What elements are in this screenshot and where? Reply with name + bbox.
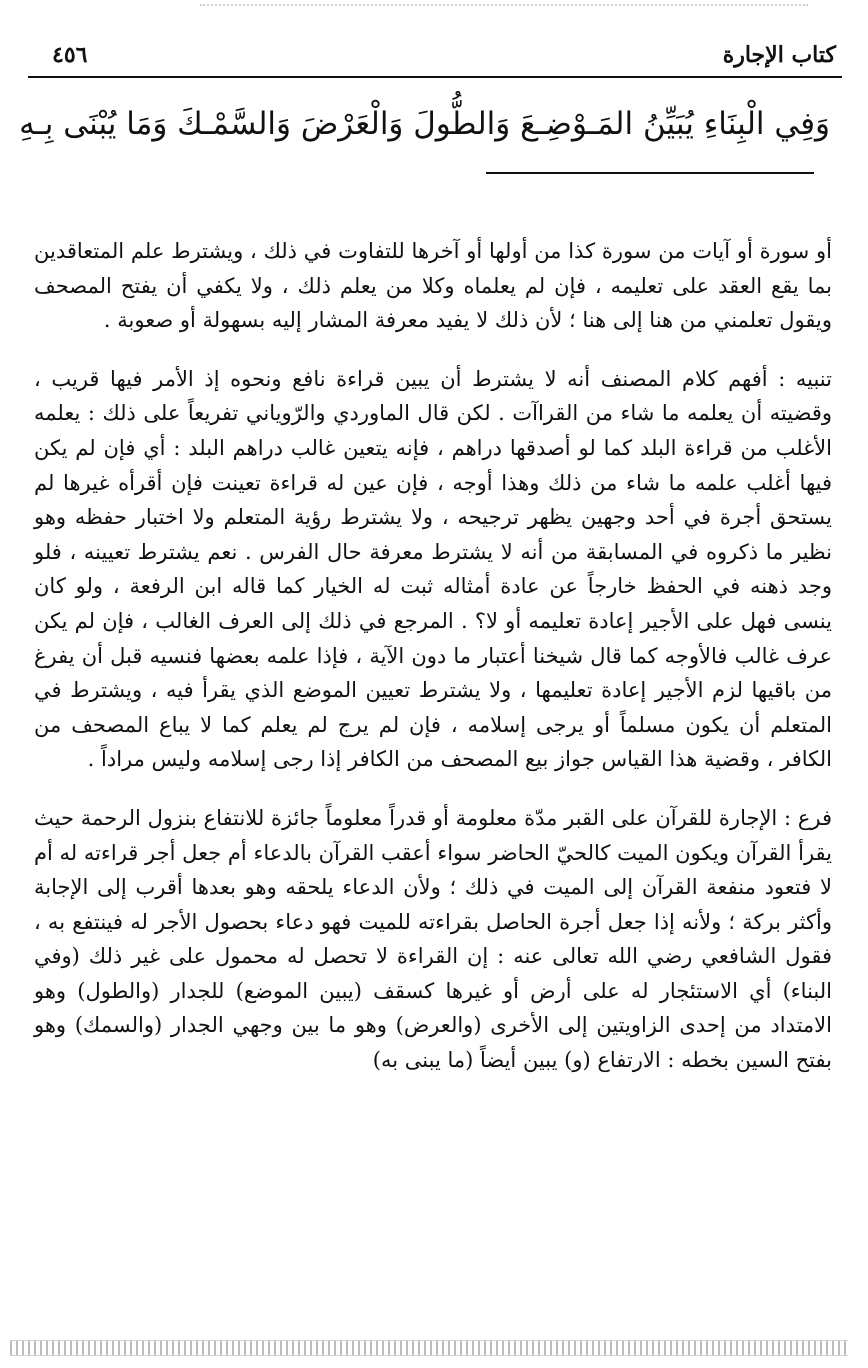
top-edge-decoration — [200, 4, 808, 14]
matn-divider — [486, 172, 814, 174]
bottom-edge-decoration — [10, 1340, 848, 1356]
page-number: ٤٥٦ — [52, 42, 88, 68]
matn-text: وَفِي الْبِنَاءِ يُبَيِّنُ المَـوْضِـعَ وَالطُّولَ وَالْعَرْضَ وَالسَّمْـكَ وَمَا يُبْنَى بِـهِ — [19, 106, 830, 142]
header-divider — [28, 76, 842, 78]
book-title: كتاب الإجارة — [722, 42, 836, 68]
paragraph: تنبيه : أفهم كلام المصنف أنه لا يشترط أن يبين قراءة نافع ونحوه إذ الأمر فيها قريب ، وقضيته أن يعلمه ما شاء من القراآت . لكن قال الماوردي والرّوياني تفريعاً على ذلك : يعلمه الأغلب من قراءة البلد كما لو أصدقها دراهم ، فإنه يتعين غالب دراهم البلد : أي فإن لم يكن فيها أغلب علمه ما شاء من ذلك وهذا أوجه ، فإن عين له قراءة تعينت فإن أقرأه غيرها لم يستحق أجرة في أحد وجهين يظهر ترجيحه ، ولا يشترط رؤية المتعلم ولا اختبار حفظه وهو نظير ما ذكروه في المسابقة من أنه لا يشترط معرفة حال الفرس . نعم يشترط تعيينه ، فلو وجد ذهنه في الحفظ خارجاً عن عادة أمثاله ثبت له الخيار كما قاله ابن الرفعة ، ولو كان ينسى فهل على الأجير إعادة تعليمه أو لا؟ . المرجع في ذلك إلى العرف الغالب ، فإن لم يكن عرف غالب فالأوجه كما قال شيخنا أعتبار ما دون الآية ، فإذا علمه بعضها فنسيه قبل أن يفرغ من باقيها لزم الأجير إعادة تعليمها ، ولا يشترط تعيين الموضع الذي يقرأ فيه ، ويشترط في المتعلم أن يكون مسلماً أو يرجى إسلامه ، فإن لم يرج لم يعلم كما لا يباع المصحف من الكافر ، وقضية هذا القياس جواز بيع المصحف من الكافر إذا رجى إسلامه وليس مراداً . — [34, 366, 832, 772]
commentary-body — [34, 234, 832, 1078]
paragraph: فرع : الإجارة للقرآن على القبر مدّة معلومة أو قدراً معلوماً جائزة للانتفاع بنزول الرحمة حيث يقرأ القرآن ويكون الميت كالحيّ الحاضر سواء أعقب القرآن بالدعاء أم جعل أجر قراءته له أم لا فتعود منفعة القرآن إلى الميت في ذلك ؛ ولأن الدعاء يلحقه وهو بعدها أقرب إلى الإجابة وأكثر بركة ؛ ولأنه إذا جعل أجرة الحاصل بقراءته للميت فهو دعاء بحصول الأجر له فينتفع به ، فقول الشافعي رضي الله تعالى عنه : إن القراءة لا تحصل له محمول على غير ذلك (وفي البناء) أي الاستئجار له على أرض أو غيرها كسقف (يبين الموضع) للجدار (والطول) وهو الامتداد من إحدى الزاويتين إلى الأخرى (والعرض) وهو ما بين وجهي الجدار (والسمك) وهو بفتح السين بخطه : الارتفاع (و) يبين أيضاً (ما يبنى به) — [34, 805, 832, 1073]
paragraph: أو سورة أو آيات من سورة كذا من أولها أو آخرها للتفاوت في ذلك ، ويشترط علم المتعاقدين بما يقع العقد على تعليمه ، فإن لم يعلماه وكلا من يعلم ذلك ، ولا يكفي أن يفتح المصحف ويقول تعلمني من هنا إلى هنا ؛ لأن ذلك لا يفيد معرفة المشار إليه بسهولة أو صعوبة . — [34, 239, 832, 333]
page-header — [28, 40, 840, 78]
